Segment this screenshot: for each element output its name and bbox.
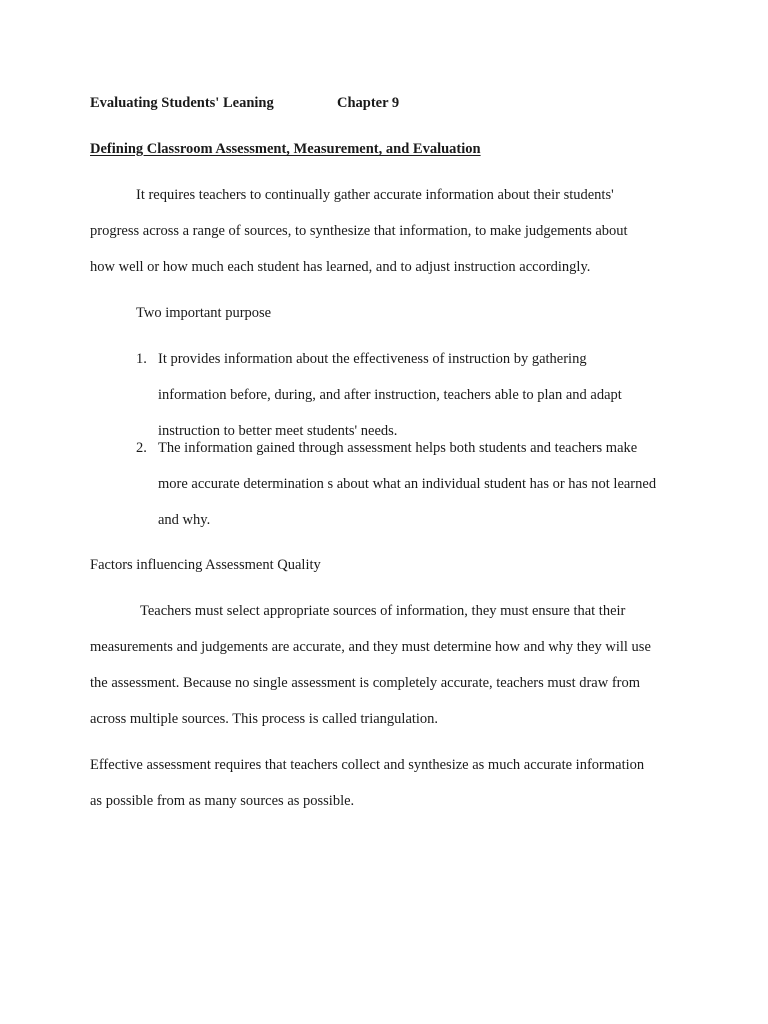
list-item-number: 1. [136, 351, 147, 367]
purposes-label: Two important purpose [136, 305, 272, 321]
list-item-line: instruction to better meet students' needs. [158, 423, 398, 439]
paragraph-line: measurements and judgements are accurate, and they must determine how and why they will use [90, 639, 651, 655]
list-item-line: and why. [158, 512, 211, 528]
section-heading: Defining Classroom Assessment, Measurement, and Evaluation [90, 141, 481, 157]
paragraph-line: Teachers must select appropriate sources of information, they must ensure that their [140, 603, 626, 619]
paragraph-line: Effective assessment requires that teachers collect and synthesize as much accurate information [90, 757, 645, 773]
list-item-number: 2. [136, 440, 147, 456]
list-item-line: The information gained through assessment helps both students and teachers make [158, 440, 638, 456]
paragraph-line: across multiple sources. This process is called triangulation. [90, 711, 439, 727]
factors-heading: Factors influencing Assessment Quality [90, 557, 321, 573]
document-title: Evaluating Students' Leaning [90, 95, 274, 111]
paragraph-line: It requires teachers to continually gather accurate information about their students' [136, 187, 614, 203]
paragraph-line: progress across a range of sources, to synthesize that information, to make judgements about [90, 223, 628, 239]
paragraph-line: how well or how much each student has learned, and to adjust instruction accordingly. [90, 259, 591, 275]
list-item-line: It provides information about the effectiveness of instruction by gathering [158, 351, 587, 367]
list-item-line: information before, during, and after instruction, teachers able to plan and adapt [158, 387, 622, 403]
paragraph-line: as possible from as many sources as possible. [90, 793, 355, 809]
list-item-line: more accurate determination s about what an individual student has or has not learned [158, 476, 657, 492]
chapter-label: Chapter 9 [337, 95, 400, 111]
paragraph-line: the assessment. Because no single assessment is completely accurate, teachers must draw from [90, 675, 641, 691]
